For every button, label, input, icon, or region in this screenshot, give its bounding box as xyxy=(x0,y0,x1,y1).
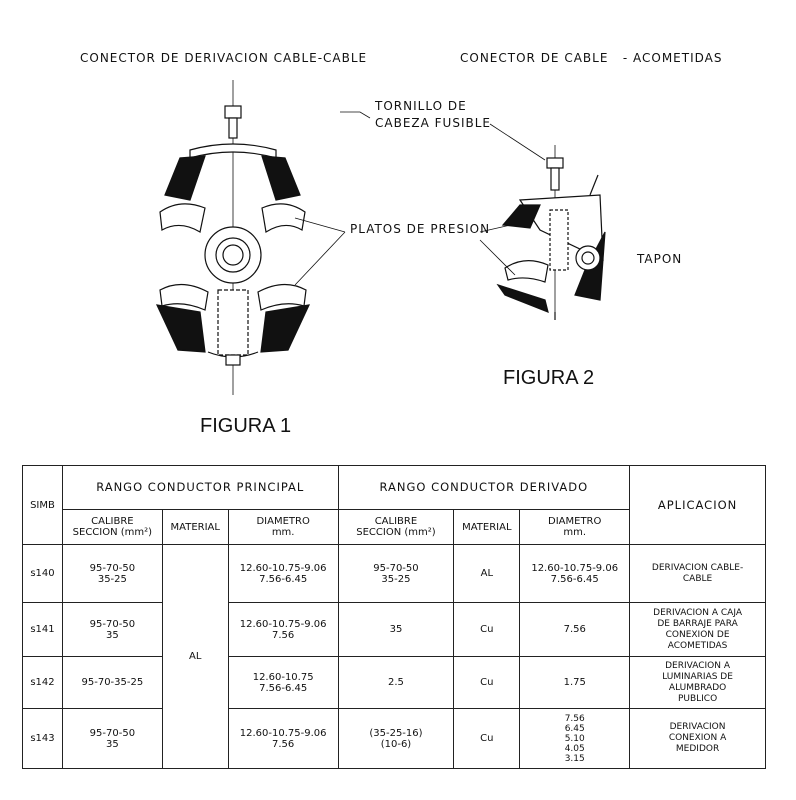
figure2-connector-drawing xyxy=(340,112,605,320)
cell-calibre-derivado: 35 xyxy=(338,603,454,657)
conductor-range-table xyxy=(22,465,766,769)
subheader-material-principal: MATERIAL xyxy=(162,510,228,545)
figure2-title: CONECTOR DE CABLE - ACOMETIDAS xyxy=(460,51,723,65)
figure1-connector-drawing xyxy=(157,80,345,395)
cell-simb: s143 xyxy=(23,709,63,769)
figure1-caption: FIGURA 1 xyxy=(200,415,292,437)
table-row xyxy=(23,603,766,657)
header-rango-principal: RANGO CONDUCTOR PRINCIPAL xyxy=(62,466,338,510)
cell-diametro-derivado: 12.60-10.75-9.06 7.56-6.45 xyxy=(520,545,630,603)
cell-material-derivado: AL xyxy=(454,545,520,603)
header-aplicacion: APLICACION xyxy=(630,466,766,545)
label-platos-de-presion: PLATOS DE PRESION xyxy=(350,222,491,236)
cell-simb: s142 xyxy=(23,657,63,709)
cell-calibre-principal: 95-70-50 35 xyxy=(62,603,162,657)
cell-simb: s141 xyxy=(23,603,63,657)
subheader-diametro-principal: DIAMETRO mm. xyxy=(228,510,338,545)
cell-material-derivado: Cu xyxy=(454,709,520,769)
cell-calibre-derivado: 2.5 xyxy=(338,657,454,709)
figure2-caption: FIGURA 2 xyxy=(503,367,595,389)
figure1-title: CONECTOR DE DERIVACION CABLE-CABLE xyxy=(80,51,368,65)
cell-material-derivado: Cu xyxy=(454,657,520,709)
cell-diametro-principal: 12.60-10.75 7.56-6.45 xyxy=(228,657,338,709)
cell-calibre-principal: 95-70-50 35 xyxy=(62,709,162,769)
cell-diametro-derivado: 7.56 xyxy=(520,603,630,657)
cell-aplicacion: DERIVACION A LUMINARIAS DE ALUMBRADO PUBLICO xyxy=(630,657,766,709)
cell-material-derivado: Cu xyxy=(454,603,520,657)
subheader-calibre-derivado: CALIBRE SECCION (mm²) xyxy=(338,510,454,545)
subheader-diametro-derivado: DIAMETRO mm. xyxy=(520,510,630,545)
cell-diametro-principal: 12.60-10.75-9.06 7.56 xyxy=(228,603,338,657)
header-rango-derivado: RANGO CONDUCTOR DERIVADO xyxy=(338,466,630,510)
cell-calibre-derivado: 95-70-50 35-25 xyxy=(338,545,454,603)
cell-material-principal: AL xyxy=(162,545,228,769)
subheader-calibre-principal: CALIBRE SECCION (mm²) xyxy=(62,510,162,545)
table-row xyxy=(23,545,766,603)
header-simb: SIMB xyxy=(23,466,63,545)
cell-diametro-derivado: 1.75 xyxy=(520,657,630,709)
cell-calibre-principal: 95-70-35-25 xyxy=(62,657,162,709)
subheader-material-derivado: MATERIAL xyxy=(454,510,520,545)
cell-simb: s140 xyxy=(23,545,63,603)
label-tapon: TAPON xyxy=(637,252,683,266)
cell-aplicacion: DERIVACION A CAJA DE BARRAJE PARA CONEXION DE ACOMETIDAS xyxy=(630,603,766,657)
table-header-row xyxy=(23,466,766,510)
cell-aplicacion: DERIVACION CONEXION A MEDIDOR xyxy=(630,709,766,769)
cell-calibre-principal: 95-70-50 35-25 xyxy=(62,545,162,603)
cell-diametro-derivado: 7.56 6.45 5.10 4.05 3.15 xyxy=(520,709,630,769)
cell-calibre-derivado: (35-25-16) (10-6) xyxy=(338,709,454,769)
cell-diametro-principal: 12.60-10.75-9.06 7.56 xyxy=(228,709,338,769)
table-row xyxy=(23,657,766,709)
label-tornillo-cabeza-fusible: TORNILLO DE CABEZA FUSIBLE xyxy=(375,99,491,130)
cell-diametro-principal: 12.60-10.75-9.06 7.56-6.45 xyxy=(228,545,338,603)
table-row xyxy=(23,709,766,769)
cell-aplicacion: DERIVACION CABLE- CABLE xyxy=(630,545,766,603)
